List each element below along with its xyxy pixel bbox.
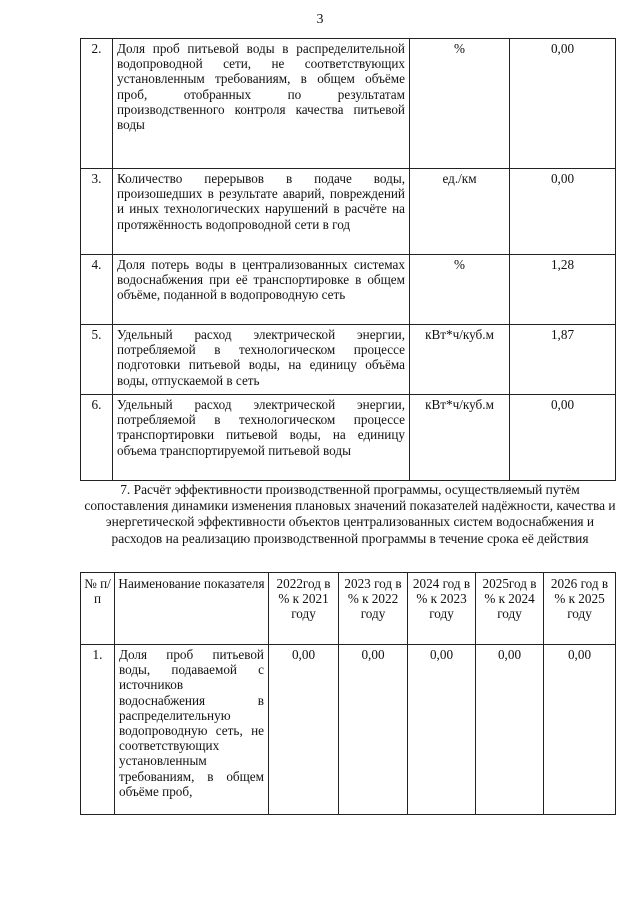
header-name: Наименование показателя (115, 573, 269, 645)
indicator-unit: ед./км (410, 169, 510, 255)
indicator-name: Удельный расход электрической энергии, потребляемой в технологическом процессе транспортировки питьевой воды, на единицу объема транспортируемой питьевой воды (113, 395, 410, 481)
indicator-name: Доля потерь воды в централизованных системах водоснабжения при её транспортировке в общем объёме, поданной в водопроводную сеть (113, 255, 410, 325)
header-2022: 2022год в % к 2021 году (269, 573, 339, 645)
row-number: 2. (81, 39, 113, 169)
table-row (81, 169, 616, 255)
row-number: 4. (81, 255, 113, 325)
table-row (81, 39, 616, 169)
indicator-value: 1,28 (510, 255, 616, 325)
table-row (81, 395, 616, 481)
indicators-table (80, 38, 616, 481)
table-row (81, 645, 616, 815)
indicator-name: Доля проб питьевой воды в распределительной водопроводной сети, не соответствующих установленным требованиям, в общем объёме проб, отобранных по результатам производственного контроля качества питьевой воды (113, 39, 410, 169)
indicator-value: 1,87 (510, 325, 616, 395)
value-2025: 0,00 (476, 645, 544, 815)
section-7-heading: 7. Расчёт эффективности производственной программы, осуществляемый путём сопоставления динамики изменения плановых значений показателей надёжности, качества и энергетической эффективности объектов централизованных систем водоснабжения и расходов на реализацию производственной программы в течение срока её действия (84, 482, 616, 546)
value-2022: 0,00 (269, 645, 339, 815)
indicator-unit: % (410, 255, 510, 325)
value-2024: 0,00 (408, 645, 476, 815)
header-num: № п/п (81, 573, 115, 645)
row-number: 6. (81, 395, 113, 481)
indicator-name: Доля проб питьевой воды, подаваемой с источников водоснабжения в распределительную водопроводную сеть, не соответствующих установленным требованиям, в общем объёме проб, (115, 645, 269, 815)
efficiency-table (80, 572, 616, 815)
row-number: 1. (81, 645, 115, 815)
indicator-value: 0,00 (510, 39, 616, 169)
indicator-value: 0,00 (510, 169, 616, 255)
value-2023: 0,00 (339, 645, 408, 815)
row-number: 5. (81, 325, 113, 395)
table-row (81, 325, 616, 395)
indicator-name: Количество перерывов в подаче воды, произошедших в результате аварий, повреждений и иных технологических нарушений в расчёте на протяжённость водопроводной сети в год (113, 169, 410, 255)
indicator-unit: кВт*ч/куб.м (410, 395, 510, 481)
table-row (81, 255, 616, 325)
page-number: 3 (316, 12, 324, 27)
header-2026: 2026 год в % к 2025 году (544, 573, 616, 645)
indicator-name: Удельный расход электрической энергии, потребляемой в технологическом процессе подготовки питьевой воды, на единицу объёма воды, отпускаемой в сеть (113, 325, 410, 395)
header-2023: 2023 год в % к 2022 году (339, 573, 408, 645)
indicator-value: 0,00 (510, 395, 616, 481)
row-number: 3. (81, 169, 113, 255)
indicator-unit: % (410, 39, 510, 169)
indicator-unit: кВт*ч/куб.м (410, 325, 510, 395)
header-2024: 2024 год в % к 2023 году (408, 573, 476, 645)
header-2025: 2025год в % к 2024 году (476, 573, 544, 645)
table-header-row (81, 573, 616, 645)
value-2026: 0,00 (544, 645, 616, 815)
